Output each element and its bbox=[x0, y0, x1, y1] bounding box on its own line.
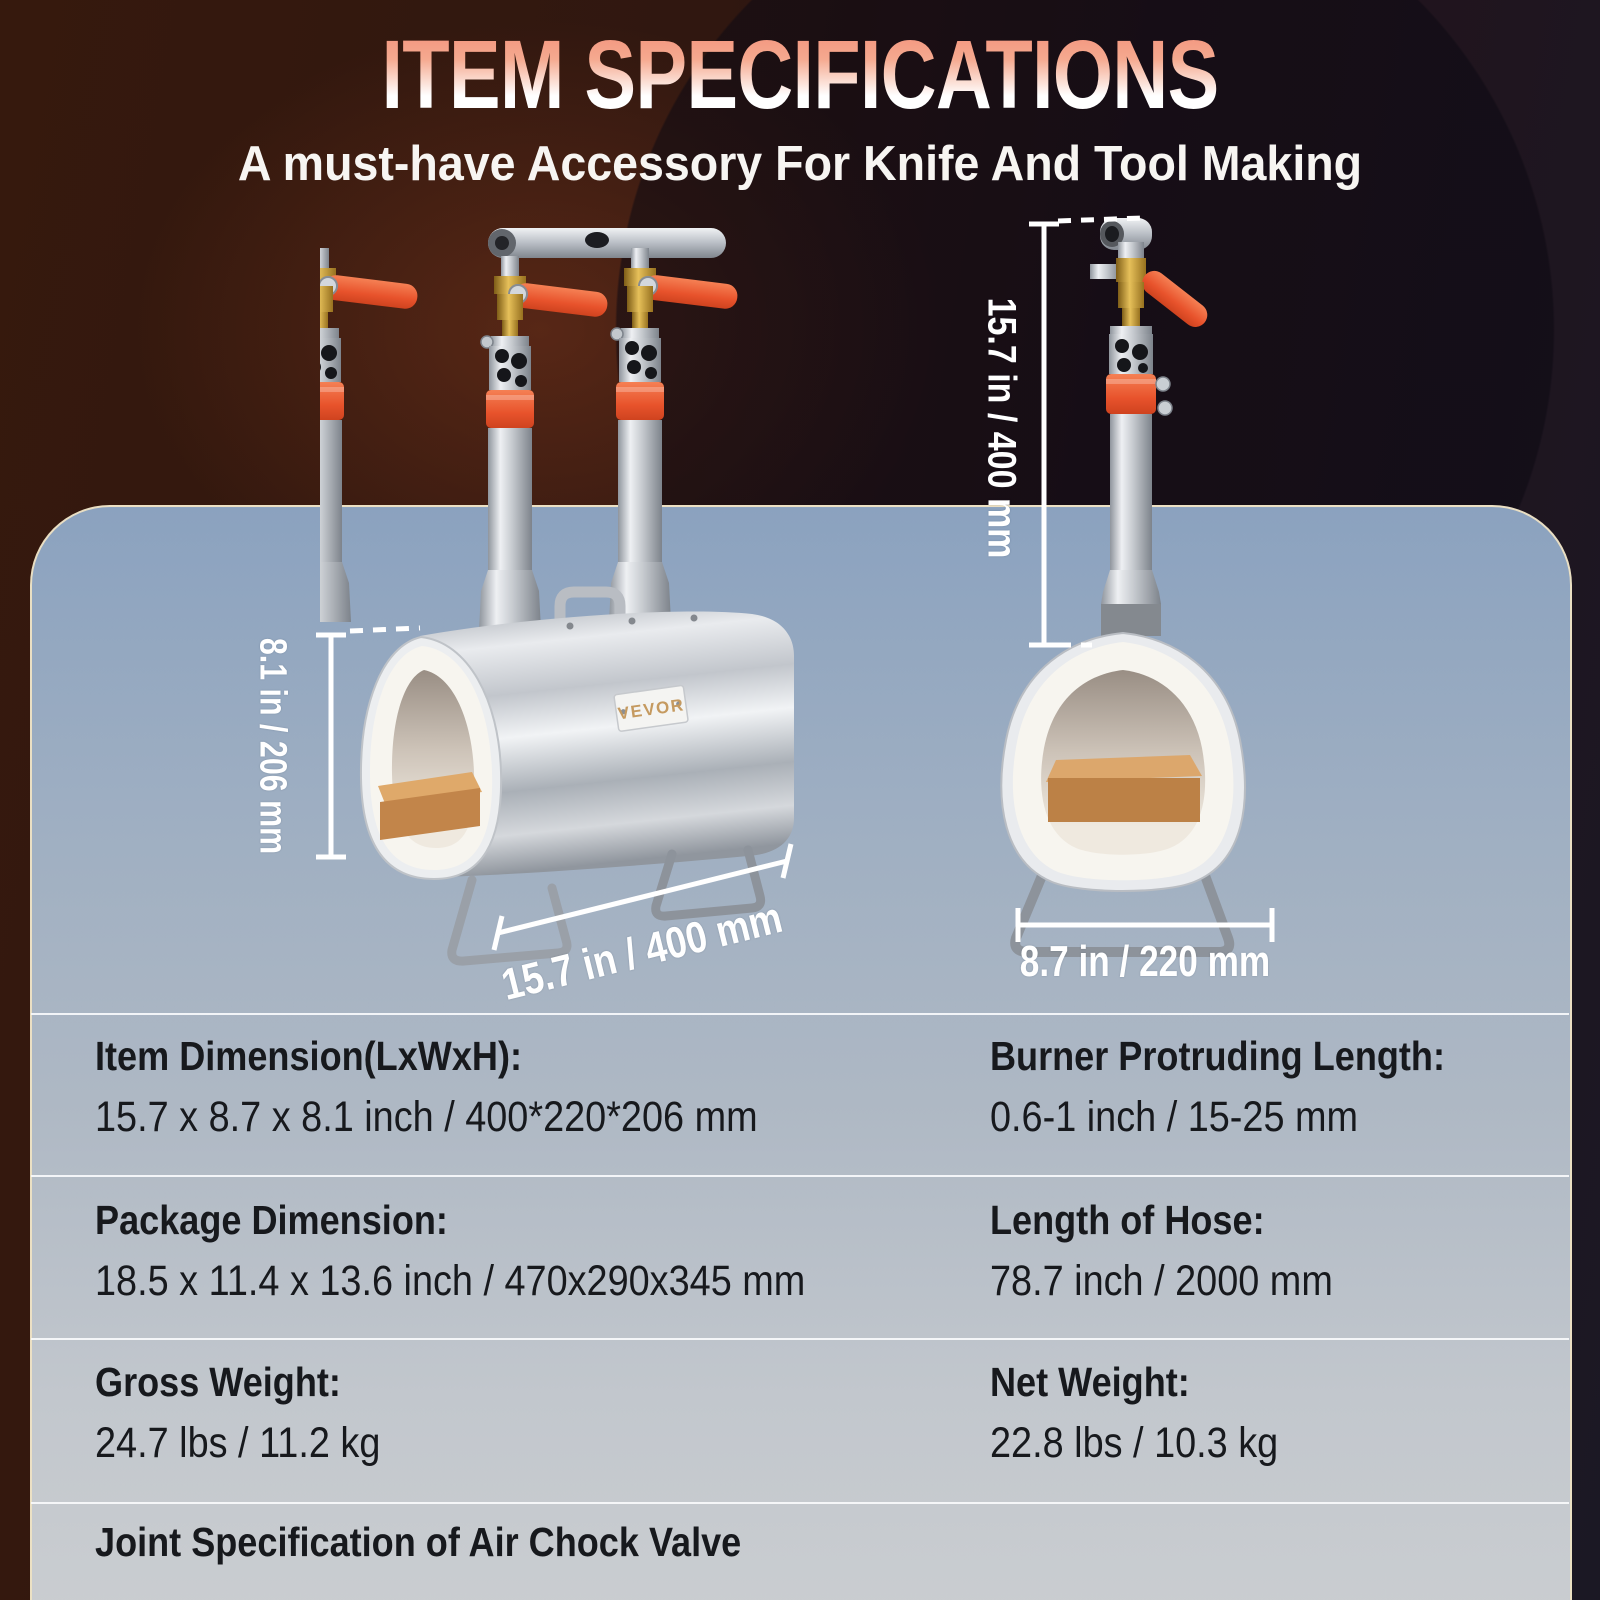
brand-plate-label: VEVOR bbox=[616, 695, 686, 724]
spec-value: 78.7 inch / 2000 mm bbox=[990, 1257, 1333, 1305]
spec-label: Length of Hose: bbox=[990, 1197, 1265, 1243]
burner-front-view bbox=[1090, 218, 1212, 636]
spec-item-dimension bbox=[95, 1032, 758, 1142]
burner-back bbox=[609, 248, 739, 622]
spec-label: Burner Protruding Length: bbox=[990, 1033, 1445, 1079]
fire-brick-front bbox=[1046, 755, 1202, 822]
spec-label: Joint Specification of Air Chock Valve bbox=[95, 1519, 742, 1565]
spec-value: 15.7 x 8.7 x 8.1 inch / 400*220*206 mm bbox=[95, 1093, 758, 1141]
row-divider bbox=[31, 1338, 1569, 1340]
spec-net-weight bbox=[990, 1358, 1278, 1468]
dim-front-width-label: 8.7 in / 220 mm bbox=[1019, 937, 1271, 986]
spec-value: 18.5 x 11.4 x 13.6 inch / 470x290x345 mm bbox=[95, 1257, 806, 1305]
manifold-bar bbox=[488, 228, 726, 258]
forge-side-illustration bbox=[320, 190, 800, 980]
spec-joint-specification bbox=[95, 1518, 741, 1566]
row-divider bbox=[31, 1502, 1569, 1504]
burner-front bbox=[479, 256, 609, 630]
spec-length-of-hose bbox=[990, 1196, 1333, 1306]
spec-package-dimension bbox=[95, 1196, 805, 1306]
dim-side-length-label: 15.7 in / 400 mm bbox=[496, 893, 787, 1010]
spec-gross-weight bbox=[95, 1358, 380, 1468]
spec-burner-protruding-length bbox=[990, 1032, 1445, 1142]
spec-label: Item Dimension(LxWxH): bbox=[95, 1033, 522, 1079]
row-divider bbox=[31, 1013, 1569, 1015]
row-divider bbox=[31, 1175, 1569, 1177]
spec-label: Gross Weight: bbox=[95, 1359, 341, 1405]
forge-front-face bbox=[1001, 633, 1245, 891]
spec-value: 22.8 lbs / 10.3 kg bbox=[990, 1419, 1279, 1467]
dim-front-height-label: 15.7 in / 400 mm bbox=[979, 297, 1024, 559]
page-subtitle: A must-have Accessory For Knife And Tool Making bbox=[237, 137, 1363, 191]
dim-side-height-label: 8.1 in / 206 mm bbox=[251, 637, 294, 855]
spec-value: 24.7 lbs / 11.2 kg bbox=[95, 1419, 381, 1467]
spec-label: Package Dimension: bbox=[95, 1197, 448, 1243]
page-title: ITEM SPECIFICATIONS bbox=[160, 26, 1440, 123]
spec-value: 0.6-1 inch / 15-25 mm bbox=[990, 1093, 1359, 1141]
spec-label: Net Weight: bbox=[990, 1359, 1190, 1405]
